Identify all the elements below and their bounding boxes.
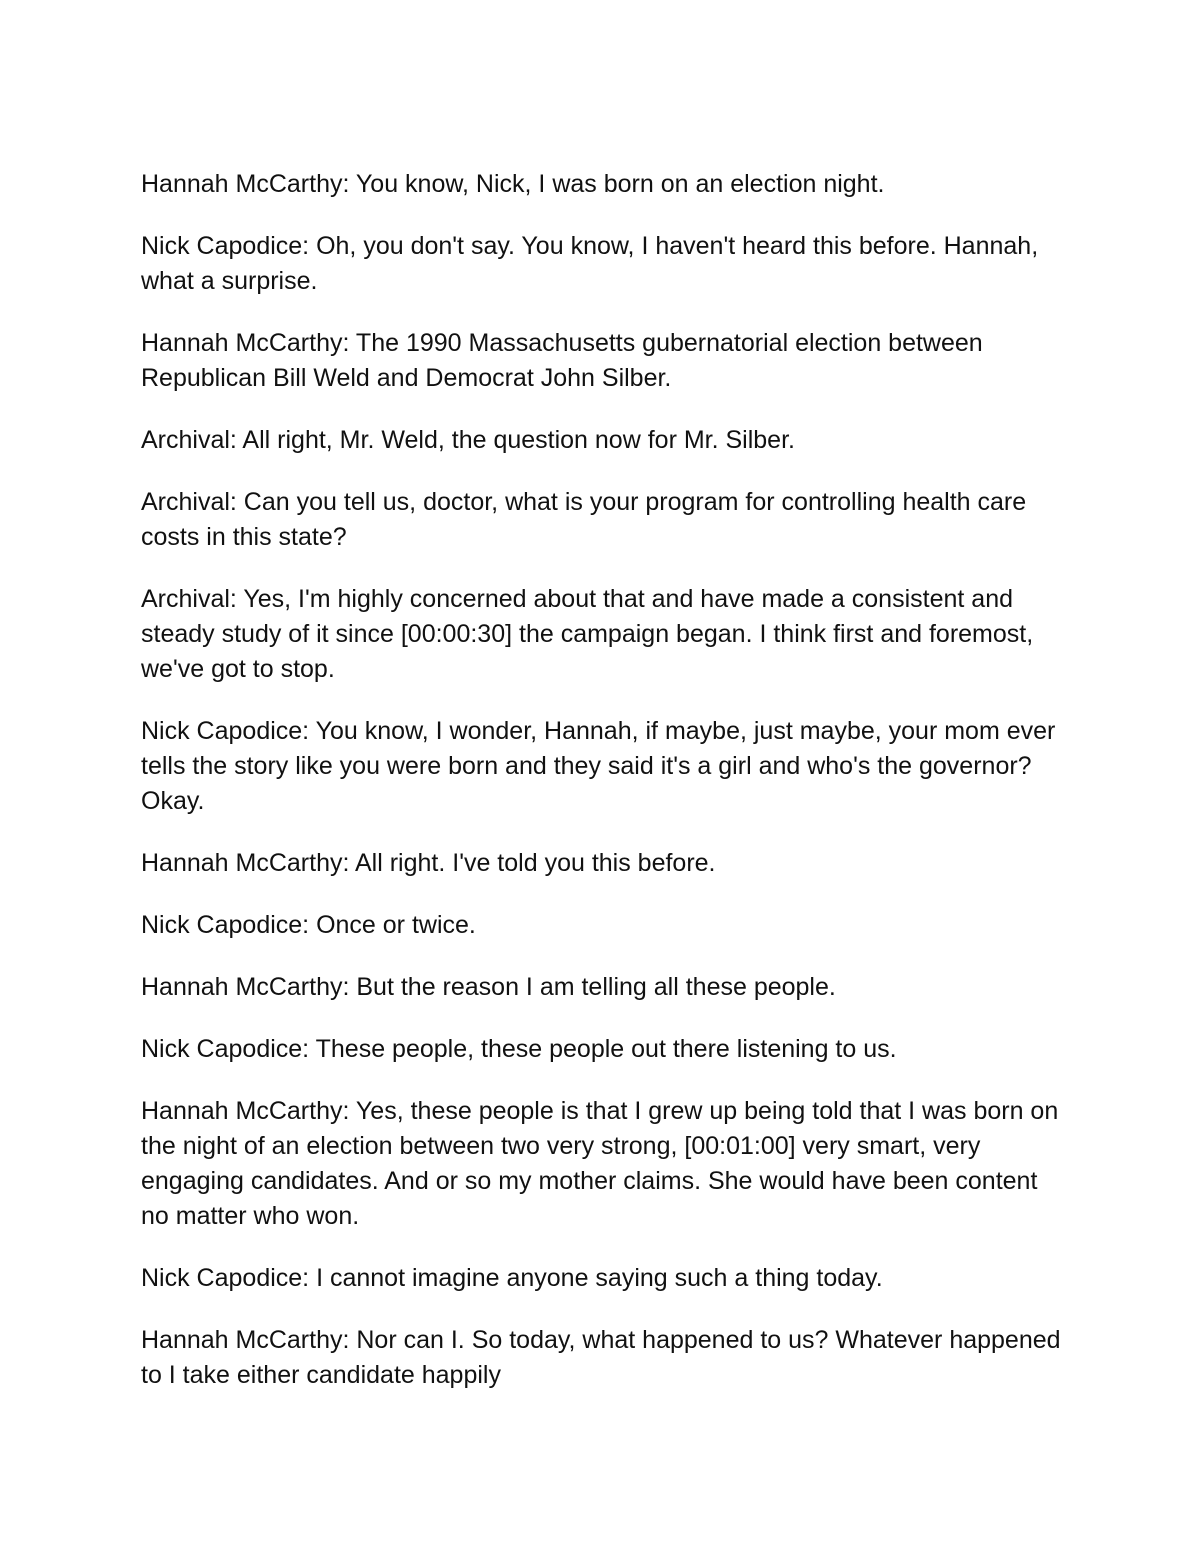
transcript-body [141,167,1061,1420]
transcript-paragraph: Hannah McCarthy: The 1990 Massachusetts gubernatorial election between Republican Bill Weld and Democrat John Silber. [141,329,983,392]
transcript-paragraph: Hannah McCarthy: Nor can I. So today, what happened to us? Whatever happened to I take either candidate happily [141,1326,1061,1389]
transcript-paragraph: Nick Capodice: Oh, you don't say. You know, I haven't heard this before. Hannah, what a surprise. [141,232,1039,295]
transcript-paragraph: Archival: All right, Mr. Weld, the question now for Mr. Silber. [141,426,795,454]
transcript-paragraph: Nick Capodice: I cannot imagine anyone saying such a thing today. [141,1264,883,1292]
transcript-paragraph: Archival: Yes, I'm highly concerned about that and have made a consistent and steady study of it since [00:00:30] the campaign began. I think first and foremost, we've got to stop. [141,585,1034,683]
transcript-paragraph: Nick Capodice: You know, I wonder, Hannah, if maybe, just maybe, your mom ever tells the story like you were born and they said it's a girl and who's the governor? Okay. [141,717,1056,815]
transcript-paragraph: Hannah McCarthy: You know, Nick, I was born on an election night. [141,170,885,198]
transcript-paragraph: Hannah McCarthy: All right. I've told you this before. [141,849,716,877]
transcript-paragraph: Hannah McCarthy: But the reason I am telling all these people. [141,973,836,1001]
transcript-paragraph: Hannah McCarthy: Yes, these people is that I grew up being told that I was born on the night of an election between two very strong, [00:01:00] very smart, very engaging candidates. And or so my mother claims. She would have been content no matter who won. [141,1097,1059,1230]
transcript-paragraph: Nick Capodice: These people, these people out there listening to us. [141,1035,897,1063]
transcript-paragraph: Archival: Can you tell us, doctor, what is your program for controlling health care costs in this state? [141,488,1027,551]
transcript-paragraph: Nick Capodice: Once or twice. [141,911,476,939]
